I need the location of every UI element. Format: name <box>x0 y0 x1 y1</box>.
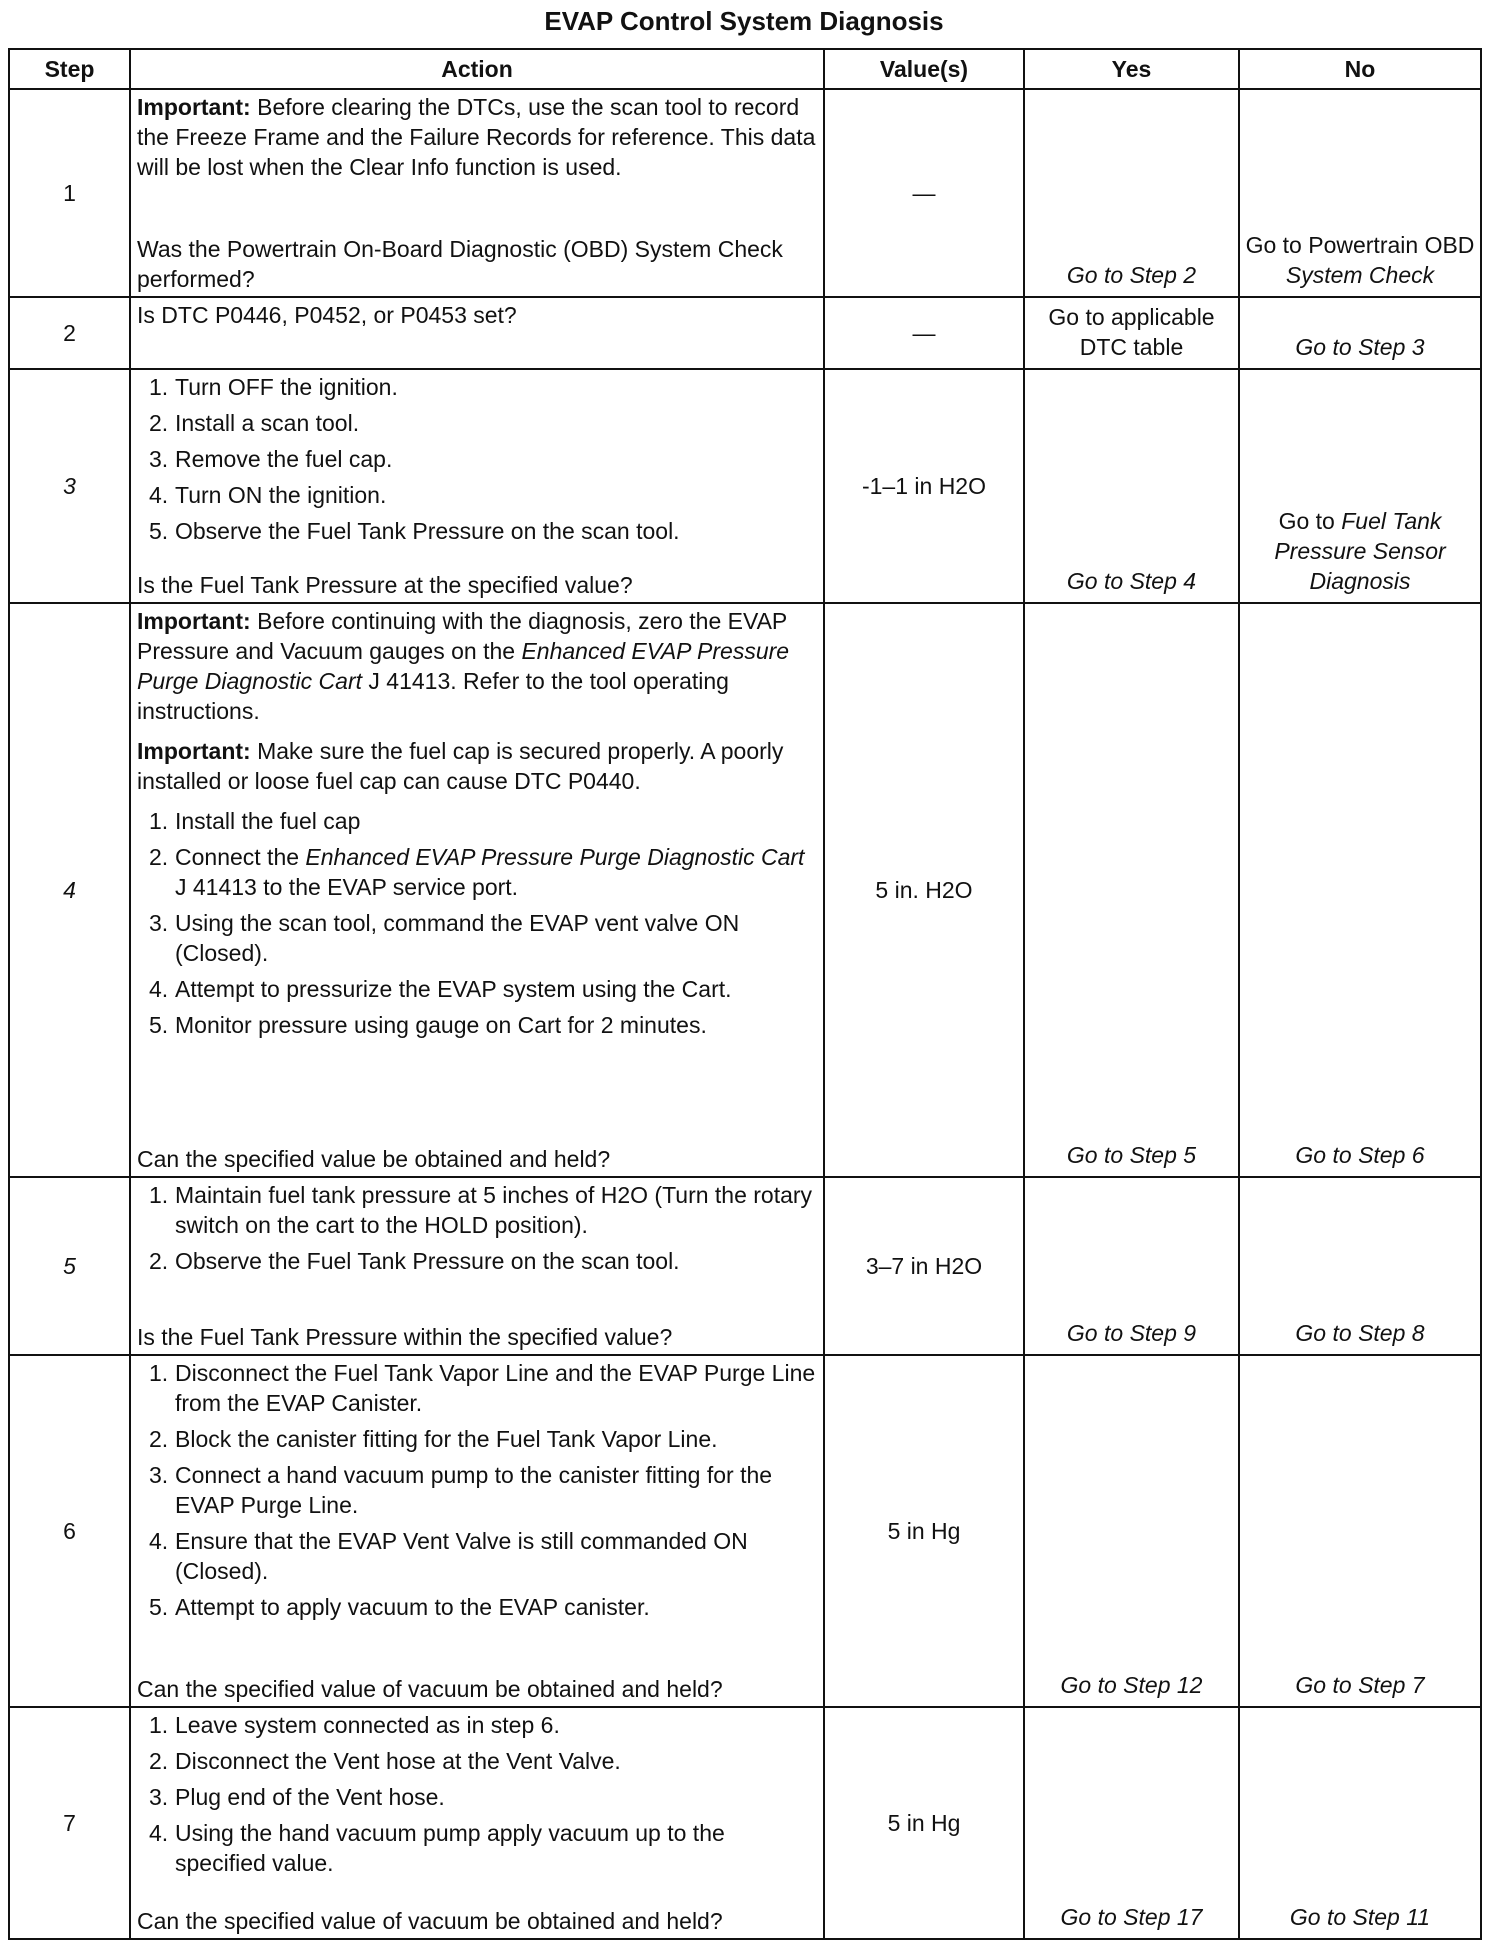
step-number: 2 <box>9 297 130 369</box>
no-cell: Go to Step 11 <box>1239 1707 1481 1939</box>
list-item: 5. Attempt to apply vacuum to the EVAP canister. <box>149 1594 650 1620</box>
important-note: Important: Make sure the fuel cap is secured properly. A poorly installed or loose fuel cap can cause DTC P0440. <box>137 738 784 794</box>
value-cell: 3–7 in H2O <box>824 1177 1024 1355</box>
step-number: 1 <box>9 89 130 297</box>
step-number: 7 <box>9 1707 130 1939</box>
list-item: 2. Connect the Enhanced EVAP Pressure Purge Diagnostic Cart J 41413 to the EVAP service port. <box>149 844 805 900</box>
table-row <box>9 603 1481 1177</box>
page-title: EVAP Control System Diagnosis <box>544 6 944 36</box>
important-note: Important: Before continuing with the diagnosis, zero the EVAP Pressure and Vacuum gauges on the Enhanced EVAP Pressure Purge Diagnostic Cart J 41413. Refer to the tool operating instructions. <box>137 608 790 724</box>
list-item: 2. Observe the Fuel Tank Pressure on the scan tool. <box>149 1248 680 1274</box>
list-item: 3. Connect a hand vacuum pump to the canister fitting for the EVAP Purge Line. <box>149 1462 773 1518</box>
action-cell <box>130 1177 824 1355</box>
procedure-list <box>137 1180 817 1282</box>
action-question: Is the Fuel Tank Pressure at the specified value? <box>137 572 633 598</box>
yes-cell: Go to Step 5 <box>1024 603 1239 1177</box>
no-cell: Go to Step 7 <box>1239 1355 1481 1707</box>
list-item: 3. Remove the fuel cap. <box>149 446 393 472</box>
table-row <box>9 1355 1481 1707</box>
no-cell: Go to Fuel Tank Pressure Sensor Diagnosis <box>1239 369 1481 603</box>
action-question: Can the specified value of vacuum be obtained and held? <box>137 1908 723 1934</box>
list-item: 1. Turn OFF the ignition. <box>149 374 398 400</box>
table-row <box>9 369 1481 603</box>
procedure-list <box>137 1358 817 1628</box>
table-row <box>9 1177 1481 1355</box>
yes-cell: Go to Step 9 <box>1024 1177 1239 1355</box>
step-number: 6 <box>9 1355 130 1707</box>
yes-cell: Go to Step 12 <box>1024 1355 1239 1707</box>
list-item: 5. Observe the Fuel Tank Pressure on the scan tool. <box>149 518 680 544</box>
step-number: 5 <box>9 1177 130 1355</box>
list-item: 4. Using the hand vacuum pump apply vacuum up to the specified value. <box>149 1820 725 1876</box>
value-cell: 5 in. H2O <box>824 603 1024 1177</box>
action-cell <box>130 89 824 297</box>
list-item: 1. Disconnect the Fuel Tank Vapor Line and the EVAP Purge Line from the EVAP Canister. <box>149 1360 816 1416</box>
list-item: 3. Plug end of the Vent hose. <box>149 1784 445 1810</box>
action-question: Is the Fuel Tank Pressure within the specified value? <box>137 1324 673 1350</box>
list-item: 2. Disconnect the Vent hose at the Vent Valve. <box>149 1748 621 1774</box>
yes-cell: Go to Step 17 <box>1024 1707 1239 1939</box>
no-cell: Go to Step 8 <box>1239 1177 1481 1355</box>
yes-cell: Go to Step 4 <box>1024 369 1239 603</box>
action-cell <box>130 1707 824 1939</box>
value-cell: — <box>824 89 1024 297</box>
table-header-row <box>9 49 1481 89</box>
action-cell <box>130 297 824 369</box>
action-cell <box>130 369 824 603</box>
list-item: 4. Turn ON the ignition. <box>149 482 387 508</box>
header-yes: Yes <box>1024 49 1239 89</box>
list-item: 4. Ensure that the EVAP Vent Valve is still commanded ON (Closed). <box>149 1528 748 1584</box>
list-item: 3. Using the scan tool, command the EVAP vent valve ON (Closed). <box>149 910 740 966</box>
value-cell: 5 in Hg <box>824 1355 1024 1707</box>
diagnosis-table <box>8 48 1482 1940</box>
list-item: 2. Block the canister fitting for the Fuel Tank Vapor Line. <box>149 1426 718 1452</box>
value-cell: — <box>824 297 1024 369</box>
list-item: 1. Leave system connected as in step 6. <box>149 1712 560 1738</box>
no-cell: Go to Powertrain OBD System Check <box>1239 89 1481 297</box>
action-question: Was the Powertrain On-Board Diagnostic (OBD) System Check performed? <box>137 236 783 292</box>
list-item: 4. Attempt to pressurize the EVAP system using the Cart. <box>149 976 732 1002</box>
list-item: 2. Install a scan tool. <box>149 410 360 436</box>
table-row <box>9 89 1481 297</box>
list-item: 5. Monitor pressure using gauge on Cart for 2 minutes. <box>149 1012 707 1038</box>
step-number: 4 <box>9 603 130 1177</box>
procedure-list <box>137 372 817 552</box>
yes-cell: Go to applicable DTC table <box>1024 297 1239 369</box>
procedure-list <box>137 806 817 1040</box>
no-cell: Go to Step 3 <box>1239 297 1481 369</box>
list-item: 1. Install the fuel cap <box>149 808 361 834</box>
action-question: Is DTC P0446, P0452, or P0453 set? <box>137 302 517 328</box>
header-value: Value(s) <box>824 49 1024 89</box>
value-cell: 5 in Hg <box>824 1707 1024 1939</box>
table-row <box>9 297 1481 369</box>
no-cell: Go to Step 6 <box>1239 603 1481 1177</box>
procedure-list <box>137 1710 817 1884</box>
list-item: 1. Maintain fuel tank pressure at 5 inches of H2O (Turn the rotary switch on the cart to the HOLD position). <box>149 1182 813 1238</box>
header-no: No <box>1239 49 1481 89</box>
table-row <box>9 1707 1481 1939</box>
important-note: Important: Before clearing the DTCs, use the scan tool to record the Freeze Frame and the Failure Records for reference. This data will be lost when the Clear Info function is used. <box>137 94 816 180</box>
yes-cell: Go to Step 2 <box>1024 89 1239 297</box>
action-cell <box>130 603 824 1177</box>
header-step: Step <box>9 49 130 89</box>
header-action: Action <box>130 49 824 89</box>
action-cell <box>130 1355 824 1707</box>
action-question: Can the specified value of vacuum be obtained and held? <box>137 1676 723 1702</box>
action-question: Can the specified value be obtained and held? <box>137 1146 611 1172</box>
step-number: 3 <box>9 369 130 603</box>
value-cell: -1–1 in H2O <box>824 369 1024 603</box>
